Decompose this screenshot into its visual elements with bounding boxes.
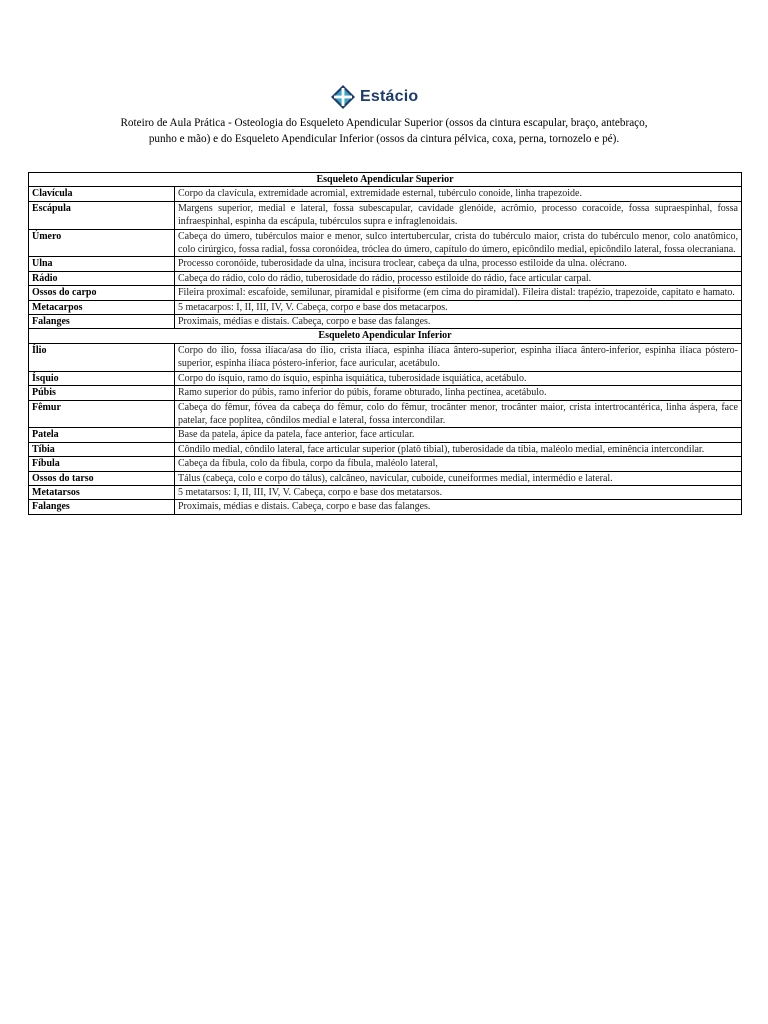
table-row [29, 257, 742, 271]
table-row [29, 442, 742, 456]
bone-structures: Proximais, médias e distais. Cabeça, corpo e base das falanges. [175, 500, 742, 514]
bone-name: Patela [29, 428, 175, 442]
bone-structures: Corpo do ílio, fossa ilíaca/asa do ílio, crista ilíaca, espinha ilíaca ântero-superior, espinha ilíaca ântero-inferior, espinha ilíaca póstero-superior, espinha ilíaca póstero-inferior, face auricular, acetábulo. [175, 343, 742, 371]
bone-name: Falanges [29, 315, 175, 329]
bone-name: Rádio [29, 271, 175, 285]
table-row [29, 400, 742, 428]
table-row [29, 343, 742, 371]
bone-structures: Margens superior, medial e lateral, fossa subescapular, cavidade glenóide, acrômio, processo coracoide, fossa supraespinhal, fossa infraespinhal, espinha da escápula, tubérculos supra e infraglenoidais. [175, 201, 742, 229]
section-header-row [29, 329, 742, 343]
table-row [29, 471, 742, 485]
bone-name: Falanges [29, 500, 175, 514]
bone-structures: Base da patela, ápice da patela, face anterior, face articular. [175, 428, 742, 442]
bone-structures: Cabeça da fíbula, colo da fíbula, corpo da fíbula, maléolo lateral, [175, 457, 742, 471]
table-row [29, 187, 742, 201]
logo-text: Estácio [360, 88, 419, 105]
bone-structures: Tálus (cabeça, colo e corpo do tálus), calcâneo, navicular, cuboide, cuneiformes medial, intermédio e lateral. [175, 471, 742, 485]
bone-structures: Corpo do ísquio, ramo do ísquio, espinha isquiática, tuberosidade isquiática, acetábulo. [175, 371, 742, 385]
intro-paragraph: Roteiro de Aula Prática - Osteologia do Esqueleto Apendicular Superior (ossos da cintura escapular, braço, antebraço, punho e mão) e do Esqueleto Apendicular Inferior (ossos da cintura pélvica, coxa, perna, tornozelo e pé). [120, 117, 648, 145]
table-row [29, 286, 742, 300]
bone-name: Úmero [29, 229, 175, 257]
bone-structures: Cabeça do rádio, colo do rádio, tuberosidade do rádio, processo estiloide do rádio, face articular carpal. [175, 271, 742, 285]
bone-structures: Fileira proximal: escafoide, semilunar, piramidal e pisiforme (em cima do piramidal). Fileira distal: trapézio, trapezoide, capitato e hamato. [175, 286, 742, 300]
bone-name: Metacarpos [29, 300, 175, 314]
bone-name: Tíbia [29, 442, 175, 456]
bone-name: Ísquio [29, 371, 175, 385]
table-row [29, 457, 742, 471]
bone-structures: Cabeça do fêmur, fóvea da cabeça do fêmur, colo do fêmur, trocânter menor, trocânter maior, crista intertrocantérica, linha áspera, face patelar, face poplítea, côndilos medial e lateral, fossa intercondilar. [175, 400, 742, 428]
estacio-diamond-icon [330, 84, 356, 110]
bone-name: Metatarsos [29, 485, 175, 499]
bone-structures: Ramo superior do púbis, ramo inferior do púbis, forame obturado, linha pectínea, acetábulo. [175, 386, 742, 400]
bone-structures: Cabeça do úmero, tubérculos maior e menor, sulco intertubercular, crista do tubérculo maior, crista do tubérculo menor, colo anatômico, colo cirúrgico, fossa radial, fossa coronóidea, tróclea do úmero, capítulo do úmero, epicôndilo medial, epicôndilo lateral, fossa olecraniana. [175, 229, 742, 257]
table-row [29, 229, 742, 257]
table-row [29, 386, 742, 400]
estacio-logo [330, 84, 418, 110]
bone-name: Fêmur [29, 400, 175, 428]
section-title: Esqueleto Apendicular Inferior [29, 329, 742, 343]
bone-structures: Processo coronóide, tuberosidade da ulna, incisura troclear, cabeça da ulna, processo estiloide da ulna. olécrano. [175, 257, 742, 271]
osteology-table [28, 172, 742, 515]
bone-structures: 5 metacarpos: I, II, III, IV, V. Cabeça, corpo e base dos metacarpos. [175, 300, 742, 314]
table-row [29, 315, 742, 329]
bone-name: Ílio [29, 343, 175, 371]
bone-name: Púbis [29, 386, 175, 400]
bone-name: Ossos do carpo [29, 286, 175, 300]
bone-name: Fíbula [29, 457, 175, 471]
bone-structures: Côndilo medial, côndilo lateral, face articular superior (platô tibial), tuberosidade da tíbia, maléolo medial, eminência intercondilar. [175, 442, 742, 456]
bone-structures: Proximais, médias e distais. Cabeça, corpo e base das falanges. [175, 315, 742, 329]
table-row [29, 485, 742, 499]
bone-name: Clavícula [29, 187, 175, 201]
bone-name: Ossos do tarso [29, 471, 175, 485]
section-header-row [29, 173, 742, 187]
table-row [29, 500, 742, 514]
table-row [29, 428, 742, 442]
table-row [29, 271, 742, 285]
bone-structures: Corpo da clavícula, extremidade acromial, extremidade esternal, tubérculo conoide, linha trapezoide. [175, 187, 742, 201]
table-row [29, 371, 742, 385]
bone-name: Ulna [29, 257, 175, 271]
bone-structures: 5 metatarsos: I, II, III, IV, V. Cabeça, corpo e base dos metatarsos. [175, 485, 742, 499]
section-title: Esqueleto Apendicular Superior [29, 173, 742, 187]
table-row [29, 300, 742, 314]
bone-name: Escápula [29, 201, 175, 229]
table-row [29, 201, 742, 229]
